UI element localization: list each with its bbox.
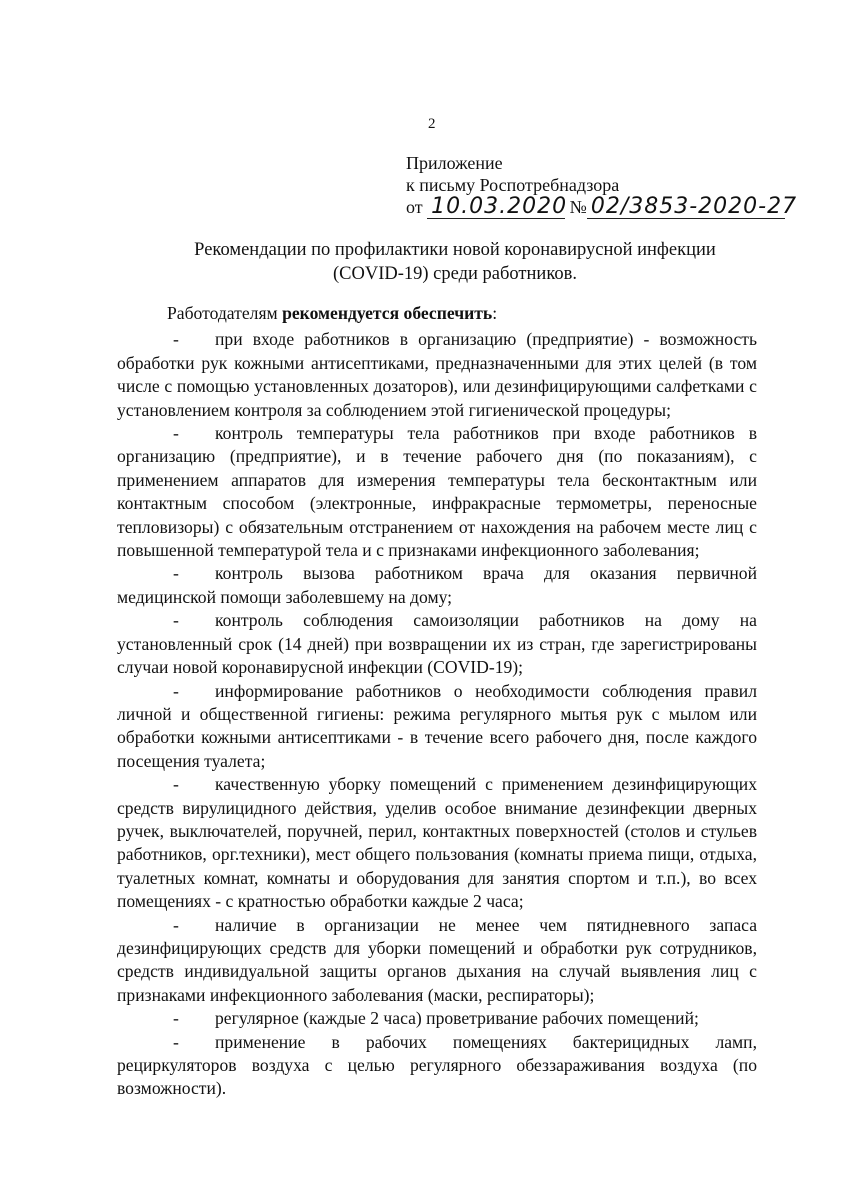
page-number: 2 bbox=[428, 116, 436, 132]
bullet-dash: - bbox=[173, 1008, 179, 1029]
appendix-label: Приложение bbox=[406, 153, 503, 173]
list-item-text: контроль соблюдения самоизоляции работников на дому на установленный срок (14 дней) при возвращении их из стран, где зарегистрированы случаи новой коронавирусной инфекции (COVID-19); bbox=[117, 610, 757, 678]
list-item bbox=[117, 680, 757, 774]
list-item-text: применение в рабочих помещениях бактерицидных ламп, рециркуляторов воздуха с целью регулярного обеззараживания воздуха (по возможности). bbox=[117, 1031, 757, 1099]
list-item-text: качественную уборку помещений с применением дезинфицирующих средств вирулицидного действия, уделив особое внимание дезинфекции дверных ручек, выключателей, поручней, перил, контактных поверхностей (столов и стульев работников, орг.техники), мест общего пользования (комнаты приема пищи, отдыха, туалетных комнат, комнаты и оборудования для занятия спортом и т.п.), во всех помещениях - с кратностью обработки каждые 2 часа; bbox=[117, 774, 757, 912]
document-body bbox=[117, 302, 757, 1101]
list-item bbox=[117, 1031, 757, 1101]
appendix-letter-ref: к письму Роспотребнадзора bbox=[406, 175, 620, 195]
list-item-text: наличие в организации не менее чем пятидневного запаса дезинфицирующих средств для уборки помещений и обработки рук сотрудников, средств индивидуальной защиты органов дыхания на случай выявления лиц с признаками инфекционного заболевания (маски, респираторы); bbox=[117, 914, 757, 1005]
list-item-text: при входе работников в организацию (предприятие) - возможность обработки рук кожными антисептиками, предназначенными для этих целей (в том числе с помощью установленных дозаторов), или дезинфицирующими салфетками с установлением контроля за соблюдением этой гигиенической процедуры; bbox=[117, 329, 757, 420]
list-item-text: информирование работников о необходимости соблюдения правил личной и общественной гигиены: режима регулярного мытья рук с мылом или обработки кожными антисептиками - в течение всего рабочего дня, после каждого посещения туалета; bbox=[117, 680, 757, 771]
bullet-dash: - bbox=[173, 1031, 179, 1052]
bullet-dash: - bbox=[173, 774, 179, 795]
from-label: от bbox=[406, 197, 423, 217]
bullet-dash: - bbox=[173, 914, 179, 935]
list-item bbox=[117, 1007, 757, 1030]
bullet-dash: - bbox=[173, 423, 179, 444]
list-item-text: регулярное (каждые 2 часа) проветривание рабочих помещений; bbox=[215, 1008, 699, 1029]
list-item-text: контроль вызова работником врача для оказания первичной медицинской помощи заболевшему на дому; bbox=[117, 563, 757, 607]
intro-bold: рекомендуется обеспечить bbox=[282, 303, 493, 323]
list-item bbox=[117, 562, 757, 609]
list-item bbox=[117, 914, 757, 1008]
title-line-1: Рекомендации по профилактики новой коронавирусной инфекции bbox=[194, 240, 716, 260]
intro-suffix: : bbox=[492, 303, 498, 323]
bullet-dash: - bbox=[173, 610, 179, 631]
handwritten-date: 10.03.2020 bbox=[427, 196, 565, 219]
bullet-dash: - bbox=[173, 329, 179, 350]
intro-prefix: Работодателям bbox=[167, 303, 283, 323]
handwritten-number: 02/3853-2020-27 bbox=[587, 196, 785, 219]
list-item bbox=[117, 773, 757, 913]
bullet-dash: - bbox=[173, 680, 179, 701]
intro-paragraph bbox=[117, 302, 757, 325]
list-item bbox=[117, 422, 757, 562]
list-item-text: контроль температуры тела работников при входе работников в организацию (предприятие), и в течение рабочего дня (по показаниям), с применением аппаратов для измерения температуры тела бесконтактным или контактным способом (электронные, инфракрасные термометры, переносные тепловизоры) с обязательным отстранением от нахождения на рабочем месте лиц с повышенной температурой тела и с признаками инфекционного заболевания; bbox=[117, 423, 757, 561]
appendix-date-number-line bbox=[406, 194, 798, 219]
bullet-dash: - bbox=[173, 563, 179, 584]
appendix-header bbox=[406, 152, 798, 219]
recommendation-list bbox=[117, 328, 757, 1100]
document-title bbox=[140, 238, 770, 286]
list-item bbox=[117, 609, 757, 679]
list-item bbox=[117, 328, 757, 422]
title-line-2: (COVID-19) среди работников. bbox=[333, 264, 577, 284]
number-label: № bbox=[569, 197, 587, 217]
